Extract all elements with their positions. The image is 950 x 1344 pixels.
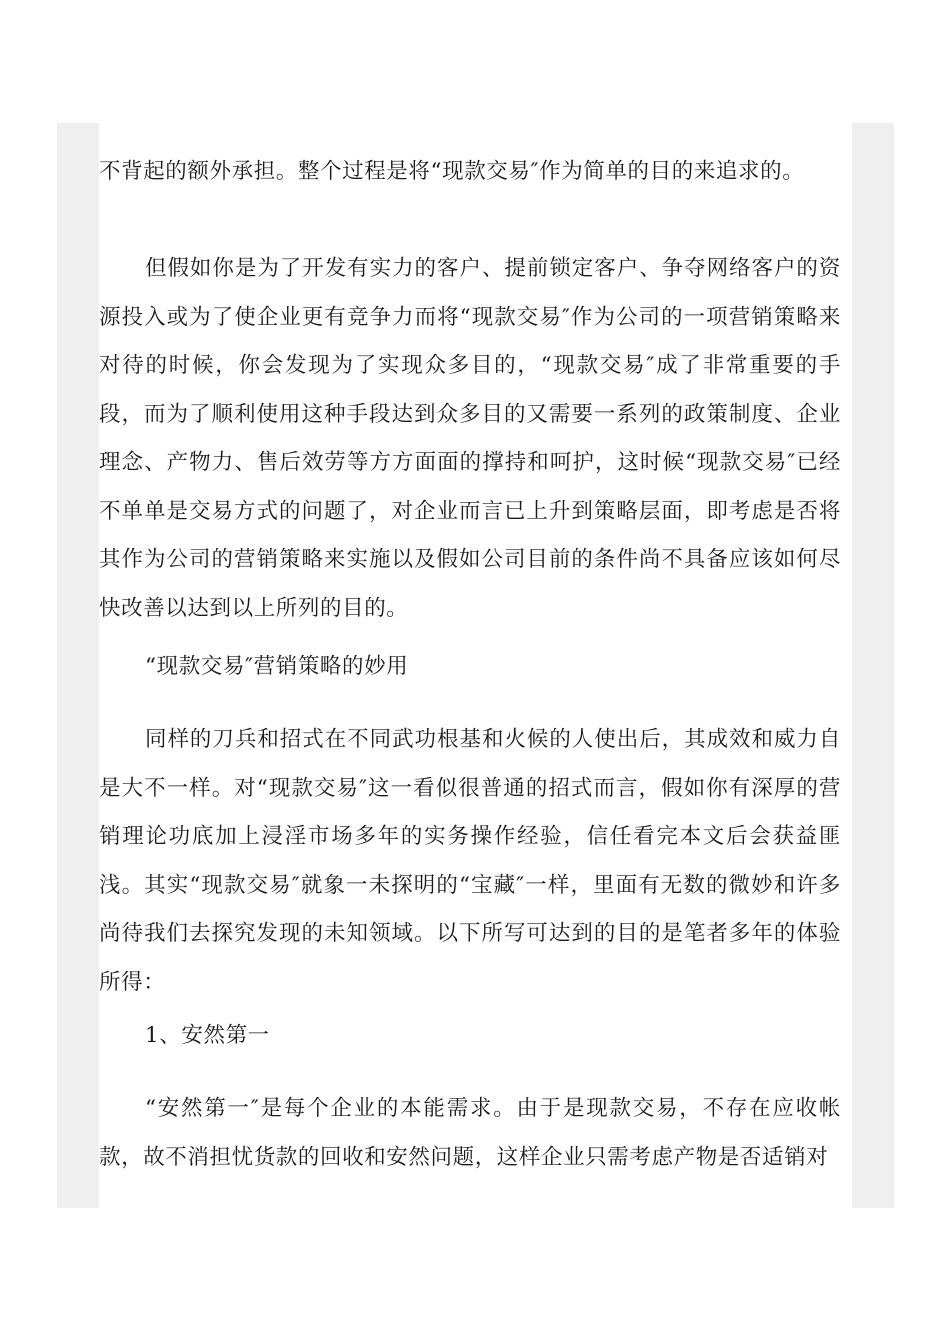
right-margin-band	[852, 123, 894, 1208]
paragraph-body: 同样的刀兵和招式在不同武功根基和火候的人使出后，其成效和威力自是大不一样。对“现款交易″这一看似很普通的招式而言，假如你有深厚的营销理论功底加上浸淫市场多年的实务操作经验，信任看完本文后会获益匪浅。其实“现款交易″就象一未探明的“宝藏″一样，里面有无数的微妙和许多尚待我们去探究发现的未知领域。以下所写可达到的目的是笔者多年的体验所得：	[99, 727, 841, 995]
paragraph-continuation: 不背起的额外承担。整个过程是将“现款交易″作为简单的目的来追求的。	[99, 159, 805, 184]
document-page	[99, 123, 852, 1208]
left-margin-band	[57, 123, 99, 1208]
section-heading: “现款交易″营销策略的妙用	[145, 654, 409, 679]
paragraph-body: “安然第一″是每个企业的本能需求。由于是现款交易，不存在应收帐款，故不消担忧货款的回收和安然问题，这样企业只需考虑产物是否适销对	[99, 1096, 841, 1170]
paragraph-body: 但假如你是为了开发有实力的客户、提前锁定客户、争夺网络客户的资源投入或为了使企业更有竞争力而将“现款交易″作为公司的一项营销策略来对待的时候，你会发现为了实现众多目的，“现款交易″成了非常重要的手段，而为了顺利使用这种手段达到众多目的又需要一系列的政策制度、企业理念、产物力、售后效劳等方方面面的撑持和呵护，这时候“现款交易″已经不单单是交易方式的问题了，对企业而言已上升到策略层面，即考虑是否将其作为公司的营销策略来实施以及假如公司目前的条件尚不具备应该如何尽快改善以达到以上所列的目的。	[99, 256, 841, 621]
subsection-heading: 1、安然第一	[145, 1023, 270, 1048]
